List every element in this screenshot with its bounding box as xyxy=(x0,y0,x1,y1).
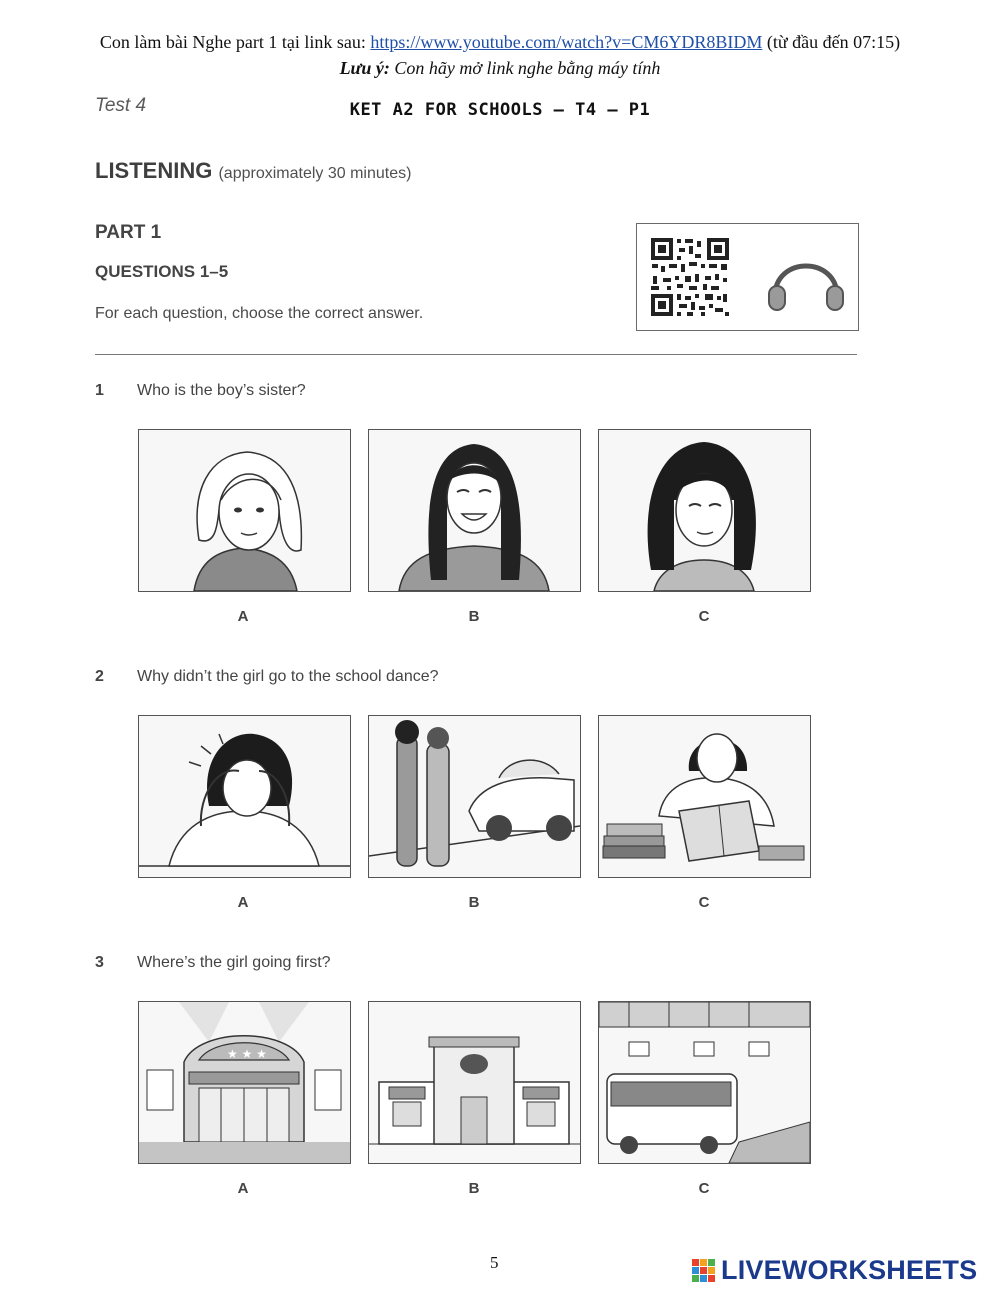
question-3-option-c-image[interactable] xyxy=(598,1001,811,1164)
logo-text: LIVEWORKSHEETS xyxy=(721,1255,978,1285)
page-number: 5 xyxy=(490,1253,499,1272)
question-3-option-b-label: B xyxy=(468,1180,480,1197)
liveworksheets-logo[interactable] xyxy=(692,1255,977,1286)
question-2-option-b-label: B xyxy=(468,894,480,911)
question-1-option-b-label: B xyxy=(468,608,480,625)
section-title-main: LISTENING xyxy=(95,158,213,183)
question-1-option-a-image[interactable] xyxy=(138,429,351,592)
questions-range: QUESTIONS 1–5 xyxy=(95,262,229,281)
audio-box xyxy=(636,223,859,331)
question-2-option-c-label: C xyxy=(698,894,710,911)
task-instruction: For each question, choose the correct answer. xyxy=(95,305,424,322)
instruction-suffix: (từ đầu đến 07:15) xyxy=(762,32,901,52)
question-3-option-a-image[interactable] xyxy=(138,1001,351,1164)
question-3-option-b-image[interactable] xyxy=(368,1001,581,1164)
svg-text:★ ★ ★: ★ ★ ★ xyxy=(227,1047,267,1061)
liveworksheets-logo-icon xyxy=(692,1259,716,1283)
question-2-option-a-label: A xyxy=(237,894,249,911)
test-label: Test 4 xyxy=(95,95,147,116)
question-1-number: 1 xyxy=(95,382,104,399)
question-1-option-c-label: C xyxy=(698,608,710,625)
section-subtitle: (approximately 30 minutes) xyxy=(218,165,412,182)
divider xyxy=(95,354,857,355)
question-2-text: Why didn’t the girl go to the school dance? xyxy=(137,668,439,685)
question-1-option-a-label: A xyxy=(237,608,249,625)
question-1-option-b-image[interactable] xyxy=(368,429,581,592)
youtube-link[interactable]: https://www.youtube.com/watch?v=CM6YDR8BIDM xyxy=(370,32,763,52)
question-2-option-c-image[interactable] xyxy=(598,715,811,878)
instruction-prefix: Con làm bài Nghe part 1 tại link sau: xyxy=(99,32,371,52)
note-label: Lưu ý: xyxy=(339,58,390,78)
question-2-option-b-image[interactable] xyxy=(368,715,581,878)
note-text: Con hãy mở link nghe bằng máy tính xyxy=(389,58,661,78)
question-3-option-c-label: C xyxy=(698,1180,710,1197)
question-2-option-a-image[interactable] xyxy=(138,715,351,878)
question-3-number: 3 xyxy=(95,954,104,971)
section-title xyxy=(95,158,411,184)
note-line xyxy=(0,58,1000,79)
question-1-text: Who is the boy’s sister? xyxy=(137,382,306,399)
qr-code-icon[interactable] xyxy=(649,236,731,323)
part-title: PART 1 xyxy=(95,222,162,243)
question-2-number: 2 xyxy=(95,668,104,685)
question-3-option-a-label: A xyxy=(237,1180,249,1197)
instruction-line xyxy=(0,32,1000,53)
document-title: KET A2 FOR SCHOOLS – T4 – P1 xyxy=(349,100,651,120)
question-1-option-c-image[interactable] xyxy=(598,429,811,592)
headphones-icon xyxy=(765,246,847,317)
question-3-text: Where’s the girl going first? xyxy=(137,954,331,971)
